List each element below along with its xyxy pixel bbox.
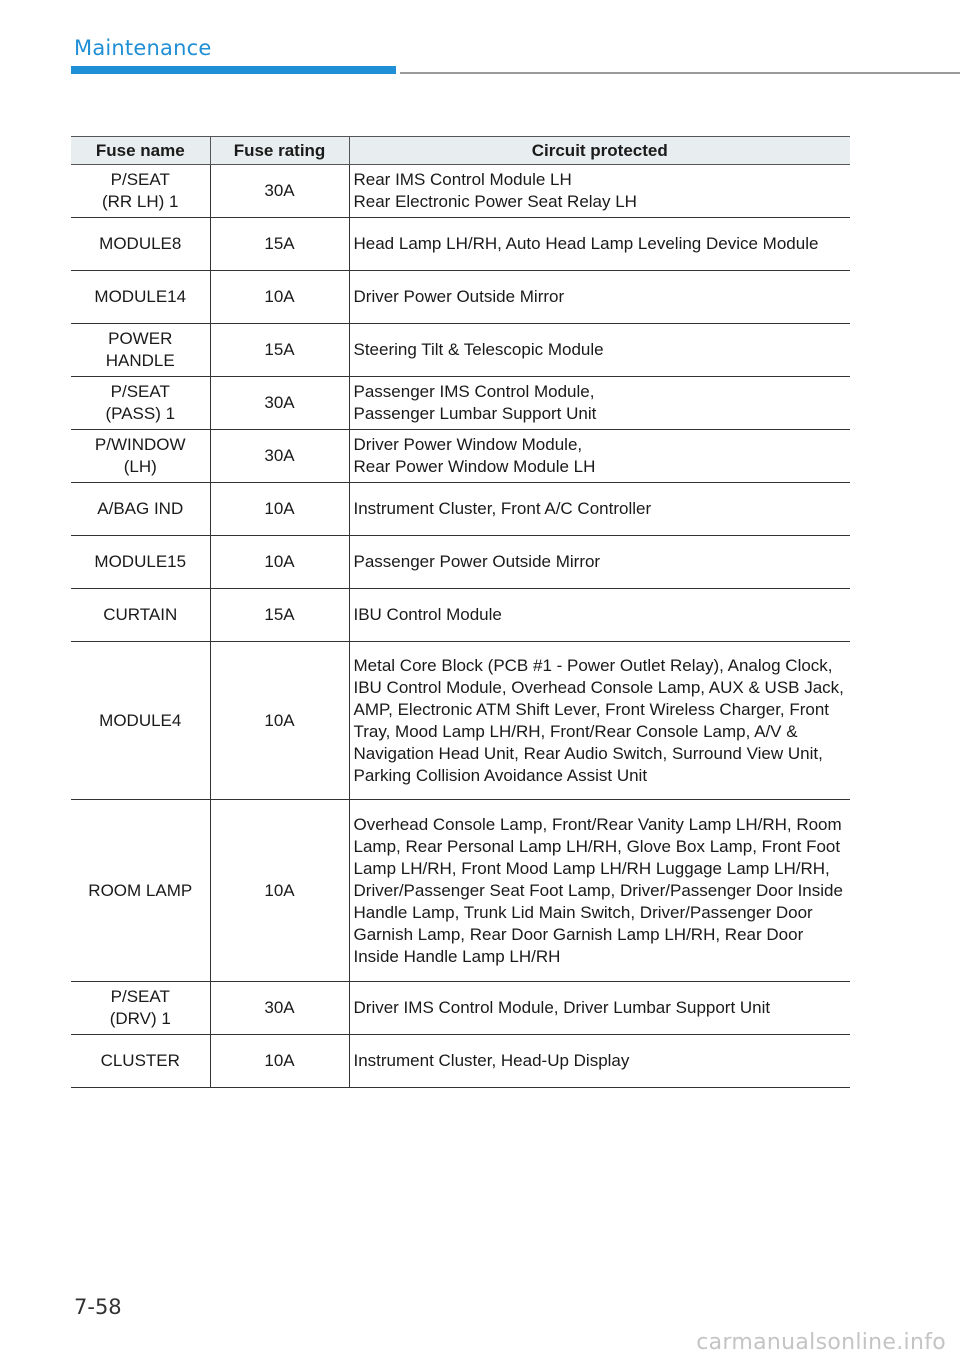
- fuse-rating-cell: 10A: [210, 800, 349, 982]
- table-row: [71, 800, 850, 982]
- header-accent-bar: [71, 66, 396, 74]
- fuse-table-body: [71, 165, 850, 1088]
- circuit-protected-cell: Head Lamp LH/RH, Auto Head Lamp Leveling Device Module: [349, 218, 850, 271]
- fuse-rating-cell: 10A: [210, 1035, 349, 1088]
- circuit-protected-cell: Driver Power Outside Mirror: [349, 271, 850, 324]
- circuit-protected-cell: Driver Power Window Module, Rear Power Window Module LH: [349, 430, 850, 483]
- page-number: 7-58: [74, 1295, 122, 1319]
- fuse-rating-cell: 10A: [210, 536, 349, 589]
- header-divider: [400, 72, 960, 74]
- fuse-name-cell: MODULE4: [71, 642, 210, 800]
- circuit-protected-cell: Passenger Power Outside Mirror: [349, 536, 850, 589]
- fuse-rating-cell: 15A: [210, 589, 349, 642]
- fuse-rating-cell: 10A: [210, 642, 349, 800]
- fuse-rating-cell: 30A: [210, 377, 349, 430]
- fuse-rating-cell: 30A: [210, 165, 349, 218]
- circuit-protected-cell: Metal Core Block (PCB #1 - Power Outlet Relay), Analog Clock, IBU Control Module, Overhead Console Lamp, AUX & USB Jack, AMP, Electronic ATM Shift Lever, Front Wireless Charger, Front Tray, Mood Lamp LH/RH, Front/Rear Console Lamp, A/V & Navigation Head Unit, Rear Audio Switch, Surround View Unit, Parking Collision Avoidance Assist Unit: [349, 642, 850, 800]
- fuse-name-cell: CURTAIN: [71, 589, 210, 642]
- fuse-name-cell: A/BAG IND: [71, 483, 210, 536]
- fuse-rating-cell: 10A: [210, 483, 349, 536]
- table-header-row: [71, 137, 850, 165]
- table-row: [71, 324, 850, 377]
- fuse-rating-cell: 30A: [210, 982, 349, 1035]
- fuse-rating-cell: 10A: [210, 271, 349, 324]
- fuse-name-cell: MODULE15: [71, 536, 210, 589]
- fuse-rating-cell: 30A: [210, 430, 349, 483]
- section-title: Maintenance: [74, 36, 212, 60]
- table-row: [71, 165, 850, 218]
- fuse-rating-cell: 15A: [210, 218, 349, 271]
- table-row: [71, 982, 850, 1035]
- circuit-protected-cell: Passenger IMS Control Module, Passenger Lumbar Support Unit: [349, 377, 850, 430]
- fuse-name-cell: P/SEAT (RR LH) 1: [71, 165, 210, 218]
- table-row: [71, 589, 850, 642]
- circuit-protected-cell: Instrument Cluster, Head-Up Display: [349, 1035, 850, 1088]
- table-row: [71, 642, 850, 800]
- fuse-name-cell: P/SEAT (PASS) 1: [71, 377, 210, 430]
- table-row: [71, 218, 850, 271]
- fuse-table: [71, 136, 850, 1088]
- fuse-rating-cell: 15A: [210, 324, 349, 377]
- circuit-protected-cell: Overhead Console Lamp, Front/Rear Vanity Lamp LH/RH, Room Lamp, Rear Personal Lamp LH/RH, Glove Box Lamp, Front Foot Lamp LH/RH, Front Mood Lamp LH/RH Luggage Lamp LH/RH, Driver/Passenger Seat Foot Lamp, Driver/Passenger Door Inside Handle Lamp, Trunk Lid Main Switch, Driver/Passenger Door Garnish Lamp, Rear Door Garnish Lamp LH/RH, Rear Door Inside Handle Lamp LH/RH: [349, 800, 850, 982]
- column-header-circuit-protected: Circuit protected: [349, 137, 850, 165]
- circuit-protected-cell: Instrument Cluster, Front A/C Controller: [349, 483, 850, 536]
- table-row: [71, 1035, 850, 1088]
- fuse-name-cell: ROOM LAMP: [71, 800, 210, 982]
- watermark: carmanualsonline.info: [696, 1330, 946, 1355]
- table-row: [71, 377, 850, 430]
- fuse-name-cell: CLUSTER: [71, 1035, 210, 1088]
- circuit-protected-cell: Rear IMS Control Module LH Rear Electronic Power Seat Relay LH: [349, 165, 850, 218]
- fuse-name-cell: POWER HANDLE: [71, 324, 210, 377]
- column-header-fuse-name: Fuse name: [71, 137, 210, 165]
- fuse-name-cell: MODULE14: [71, 271, 210, 324]
- circuit-protected-cell: Steering Tilt & Telescopic Module: [349, 324, 850, 377]
- circuit-protected-cell: IBU Control Module: [349, 589, 850, 642]
- fuse-name-cell: MODULE8: [71, 218, 210, 271]
- fuse-name-cell: P/SEAT (DRV) 1: [71, 982, 210, 1035]
- table-row: [71, 483, 850, 536]
- table-row: [71, 536, 850, 589]
- table-row: [71, 430, 850, 483]
- table-row: [71, 271, 850, 324]
- column-header-fuse-rating: Fuse rating: [210, 137, 349, 165]
- fuse-name-cell: P/WINDOW (LH): [71, 430, 210, 483]
- circuit-protected-cell: Driver IMS Control Module, Driver Lumbar Support Unit: [349, 982, 850, 1035]
